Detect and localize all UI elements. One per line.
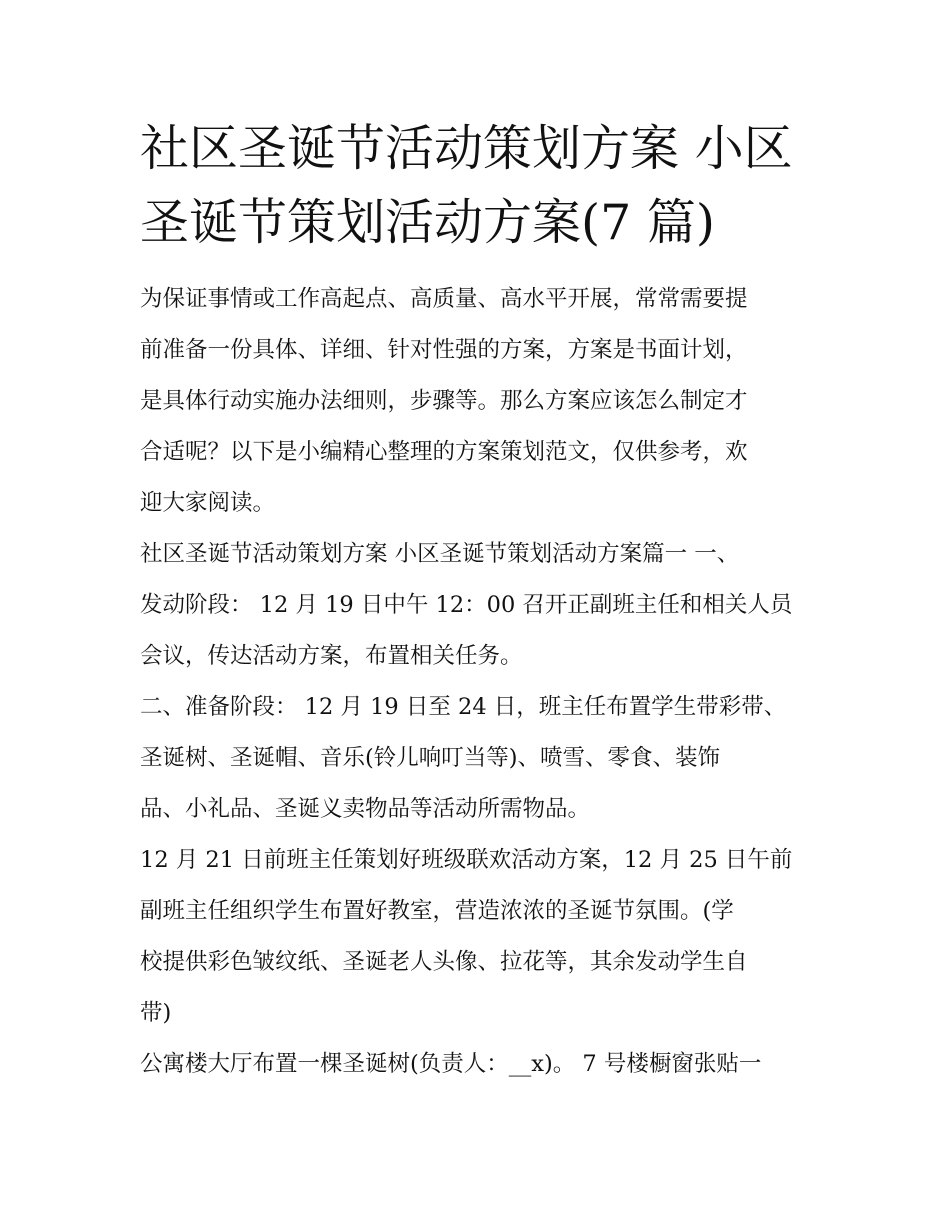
title-line: 社区圣诞节活动策划方案 小区 [140,120,793,177]
text-line: 公寓楼大厅布置一棵圣诞树(负责人：__x)。 7 号楼橱窗张贴一 [140,1051,762,1077]
text-line: 前准备一份具体、详细、针对性强的方案，方案是书面计划， [140,337,748,363]
text-line: 社区圣诞节活动策划方案 小区圣诞节策划活动方案篇一 一、 [140,541,740,567]
intro-paragraph [140,274,815,529]
text-line: 是具体行动实施办法细则，步骤等。那么方案应该怎么制定才 [140,388,748,414]
text-line: 合适呢？以下是小编精心整理的方案策划范文，仅供参考，欢 [140,439,748,465]
text-line: 带) [140,1000,172,1026]
text-line: 12 月 21 日前班主任策划好班级联欢活动方案，12 月 25 日午前 [140,847,793,873]
document-body [140,274,815,1090]
section-paragraph [140,529,815,682]
text-line: 会议，传达活动方案，布置相关任务。 [140,643,523,669]
text-line: 为保证事情或工作高起点、高质量、高水平开展，常常需要提 [140,286,748,312]
section-paragraph [140,1039,815,1090]
text-line: 副班主任组织学生布置好教室，营造浓浓的圣诞节氛围。(学 [140,898,734,924]
text-line: 校提供彩色皱纹纸、圣诞老人头像、拉花等，其余发动学生自 [140,949,748,975]
text-line: 品、小礼品、圣诞义卖物品等活动所需物品。 [140,796,591,822]
document-page [140,112,815,1090]
text-line: 圣诞树、圣诞帽、音乐(铃儿响叮当等)、喷雪、零食、装饰 [140,745,721,771]
text-line: 发动阶段： 12 月 19 日中午 12：00 召开正副班主任和相关人员 [140,592,793,618]
section-paragraph [140,682,815,835]
title-line: 圣诞节策划活动方案(7 篇) [140,194,715,251]
document-title [140,112,815,260]
text-line: 二、准备阶段： 12 月 19 日至 24 日，班主任布置学生带彩带、 [140,694,787,720]
section-paragraph [140,835,815,1039]
text-line: 迎大家阅读。 [140,490,276,516]
